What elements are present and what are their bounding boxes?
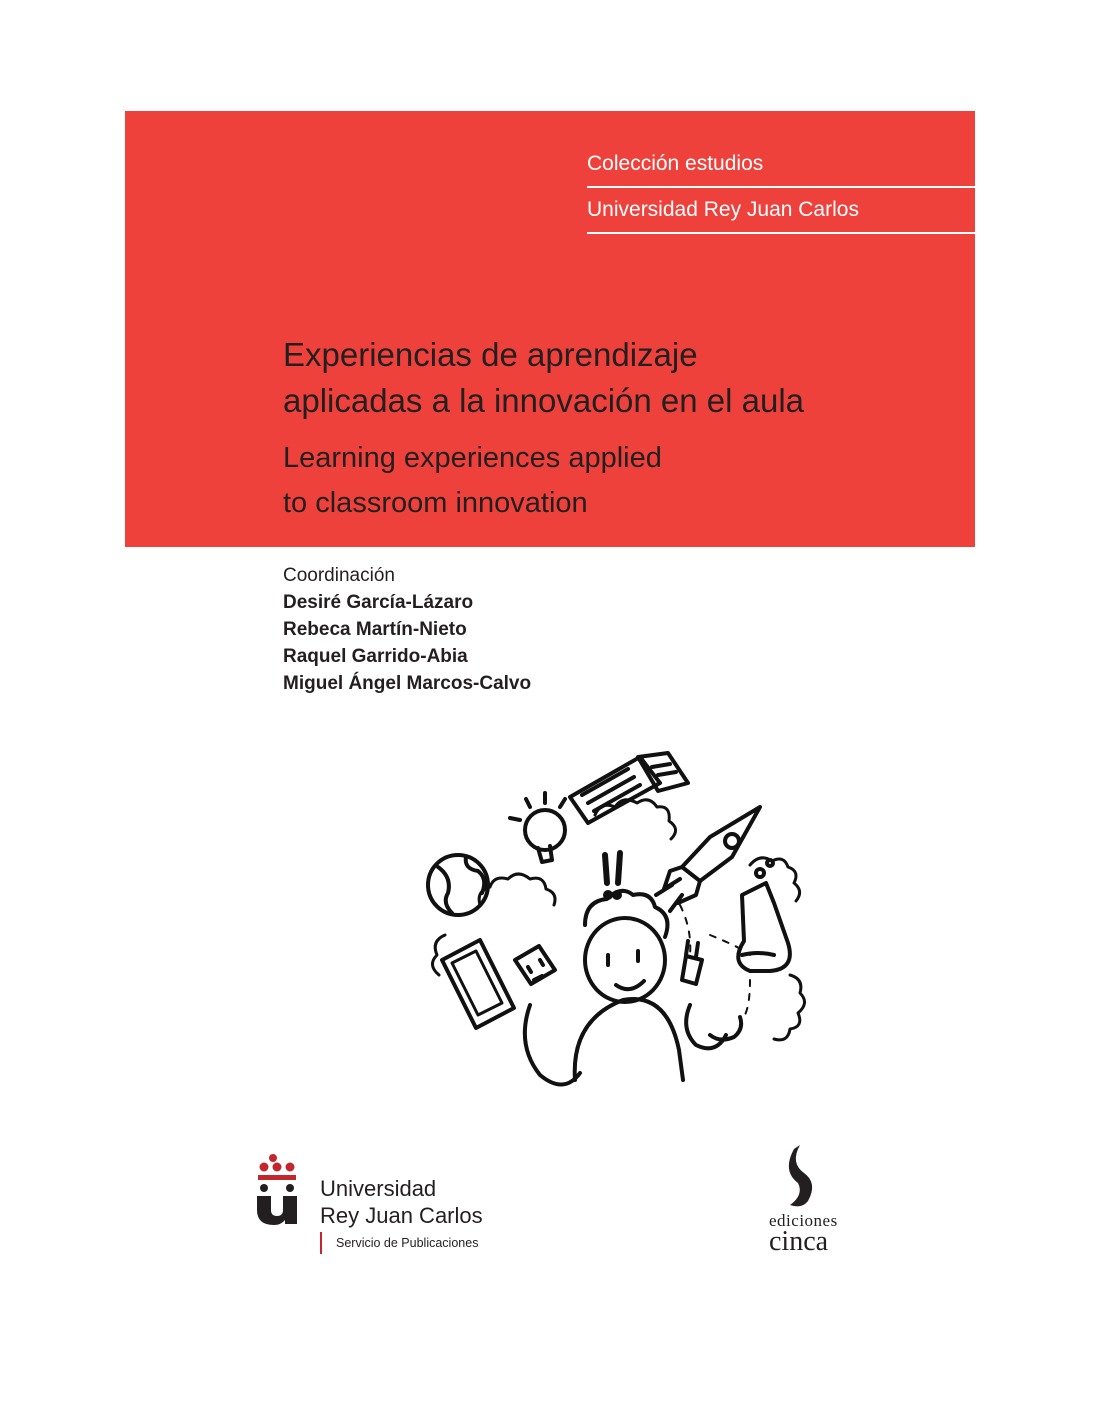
coordination-label: Coordinación — [283, 565, 395, 586]
book-title — [283, 332, 963, 526]
title-english — [283, 436, 963, 526]
cover-illustration — [420, 745, 840, 1090]
lightbulb-icon — [510, 793, 565, 862]
urjc-crown-dot — [269, 1154, 277, 1162]
title-english-line2: to classroom innovation — [283, 487, 588, 519]
urjc-crown-dot — [286, 1163, 295, 1172]
cinca-name: cinca — [769, 1226, 829, 1257]
urjc-crown-dot — [273, 1163, 282, 1172]
book-icon — [570, 753, 688, 823]
student-icon — [515, 891, 726, 1085]
urjc-name-line1: Universidad — [320, 1176, 437, 1201]
tablet-icon — [442, 940, 514, 1028]
series-info — [587, 150, 975, 242]
coordinator-name: Rebeca Martín-Nieto — [283, 619, 467, 640]
coordination-block — [283, 563, 531, 697]
title-spanish-line2: aplicadas a la innovación en el aula — [283, 382, 805, 419]
coordinator-name: Raquel Garrido-Abia — [283, 646, 468, 667]
cinca-ediciones: ediciones — [769, 1211, 838, 1230]
coordinator-name: Desiré García-Lázaro — [283, 592, 474, 613]
urjc-crown-dot — [260, 1163, 269, 1172]
umlaut-dot — [260, 1184, 268, 1192]
umlaut-dot — [286, 1184, 294, 1192]
cinca-s-mark — [789, 1145, 812, 1206]
urjc-name-line2: Rey Juan Carlos — [320, 1203, 483, 1228]
flask-icon — [738, 860, 790, 971]
urjc-u-letter — [257, 1196, 297, 1225]
globe-icon — [428, 855, 488, 915]
series-university: Universidad Rey Juan Carlos — [587, 196, 975, 234]
urjc-publications-service: Servicio de Publicaciones — [320, 1232, 478, 1254]
title-english-line1: Learning experiences applied — [283, 442, 662, 474]
urjc-crown-bar — [258, 1175, 296, 1180]
coordinator-name: Miguel Ángel Marcos-Calvo — [283, 673, 532, 694]
series-collection: Colección estudios — [587, 150, 975, 188]
plug-icon — [686, 941, 741, 1040]
urjc-name — [320, 1175, 483, 1229]
title-spanish-line1: Experiencias de aprendizaje — [283, 336, 698, 373]
title-spanish — [283, 332, 963, 424]
